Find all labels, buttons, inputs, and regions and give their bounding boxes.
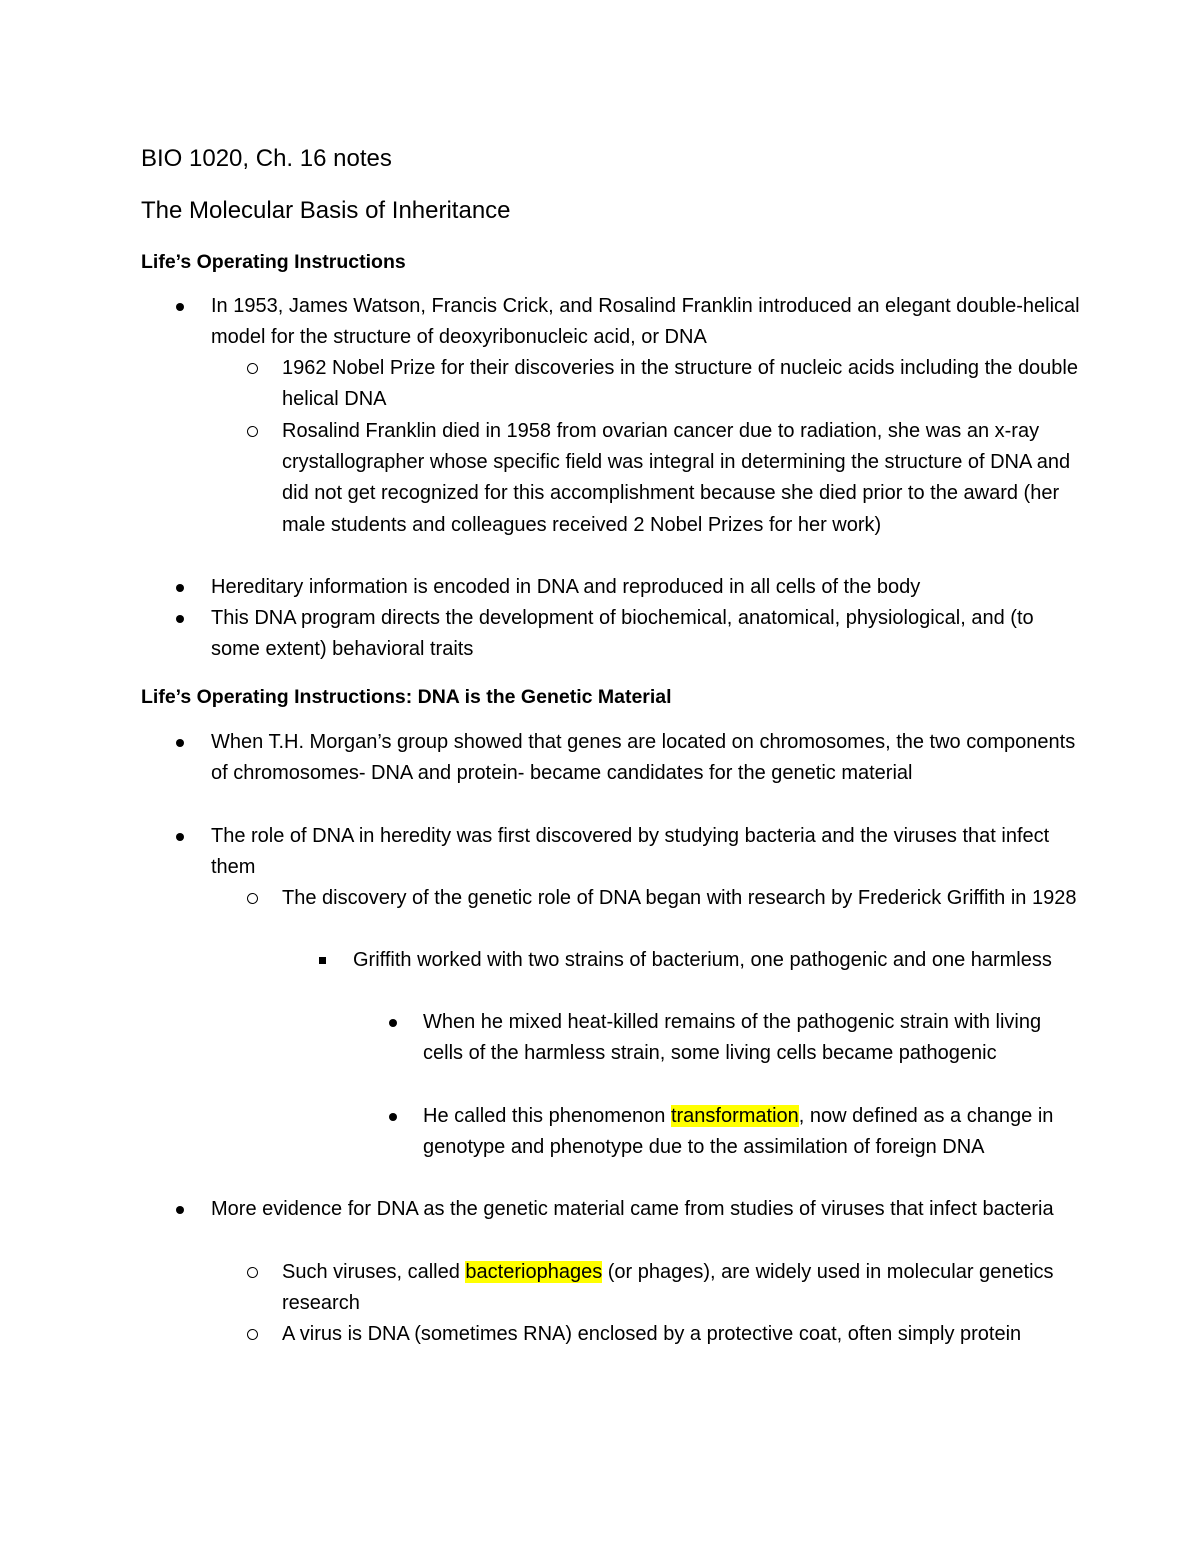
bullet-square-icon [312,945,332,976]
list-item: 1962 Nobel Prize for their discoveries in the structure of nucleic acids including the double helical DNA [282,357,1078,411]
bullet-circle-icon [242,1257,262,1288]
list-item: More evidence for DNA as the genetic material came from studies of viruses that infect bacteria [211,1198,1054,1220]
list-item: When he mixed heat-killed remains of the pathogenic strain with living cells of the harmless strain, some living cells became pathogenic [423,1011,1042,1065]
bullet-circle-icon [242,353,262,384]
list-item: The role of DNA in heredity was first discovered by studying bacteria and the viruses that infect them [211,825,1050,879]
bullet-circle-icon [242,416,262,447]
bullet-dot-icon [383,1007,403,1038]
bullet-circle-icon [242,1319,262,1350]
section-heading-operating-instructions: Life’s Operating Instructions [141,251,406,273]
list-item: Rosalind Franklin died in 1958 from ovarian cancer due to radiation, she was an x-ray crystallographer whose specific field was integral in determining the structure of DNA and did not get recognized for this accomplishment because she died prior to the award (her male students and colleagues received 2 Nobel Prizes for her work) [282,420,1071,536]
bullet-dot-icon [170,821,190,852]
bullet-dot-icon [170,603,190,634]
list-item: Griffith worked with two strains of bacterium, one pathogenic and one harmless [353,949,1052,971]
document-subtitle: The Molecular Basis of Inheritance [141,197,511,224]
bullet-dot-icon [383,1101,403,1132]
document-title: BIO 1020, Ch. 16 notes [141,145,392,172]
bullet-dot-icon [170,727,190,758]
highlighted-term-bacteriophages: bacteriophages [465,1261,603,1283]
section-heading-dna-genetic-material: Life’s Operating Instructions: DNA is the Genetic Material [141,686,672,708]
bullet-dot-icon [170,572,190,603]
list-item: Hereditary information is encoded in DNA and reproduced in all cells of the body [211,576,921,598]
list-item: This DNA program directs the development of biochemical, anatomical, physiological, and (to some extent) behavioral traits [211,607,1034,661]
bullet-dot-icon [170,291,190,322]
bullet-dot-icon [170,1194,190,1225]
list-item: In 1953, James Watson, Francis Crick, and Rosalind Franklin introduced an elegant double-helical model for the structure of deoxyribonucleic acid, or DNA [211,295,1080,349]
list-item: Such viruses, called bacteriophages (or phages), are widely used in molecular genetics research [282,1261,1054,1315]
list-item: A virus is DNA (sometimes RNA) enclosed by a protective coat, often simply protein [282,1323,1022,1345]
highlighted-term-transformation: transformation [670,1105,799,1127]
list-item: When T.H. Morgan’s group showed that genes are located on chromosomes, the two components of chromosomes- DNA and protein- became candidates for the genetic material [211,731,1076,785]
list-item: The discovery of the genetic role of DNA began with research by Frederick Griffith in 1928 [282,887,1077,909]
list-item: He called this phenomenon transformation, now defined as a change in genotype and phenotype due to the assimilation of foreign DNA [423,1105,1054,1159]
bullet-circle-icon [242,883,262,914]
